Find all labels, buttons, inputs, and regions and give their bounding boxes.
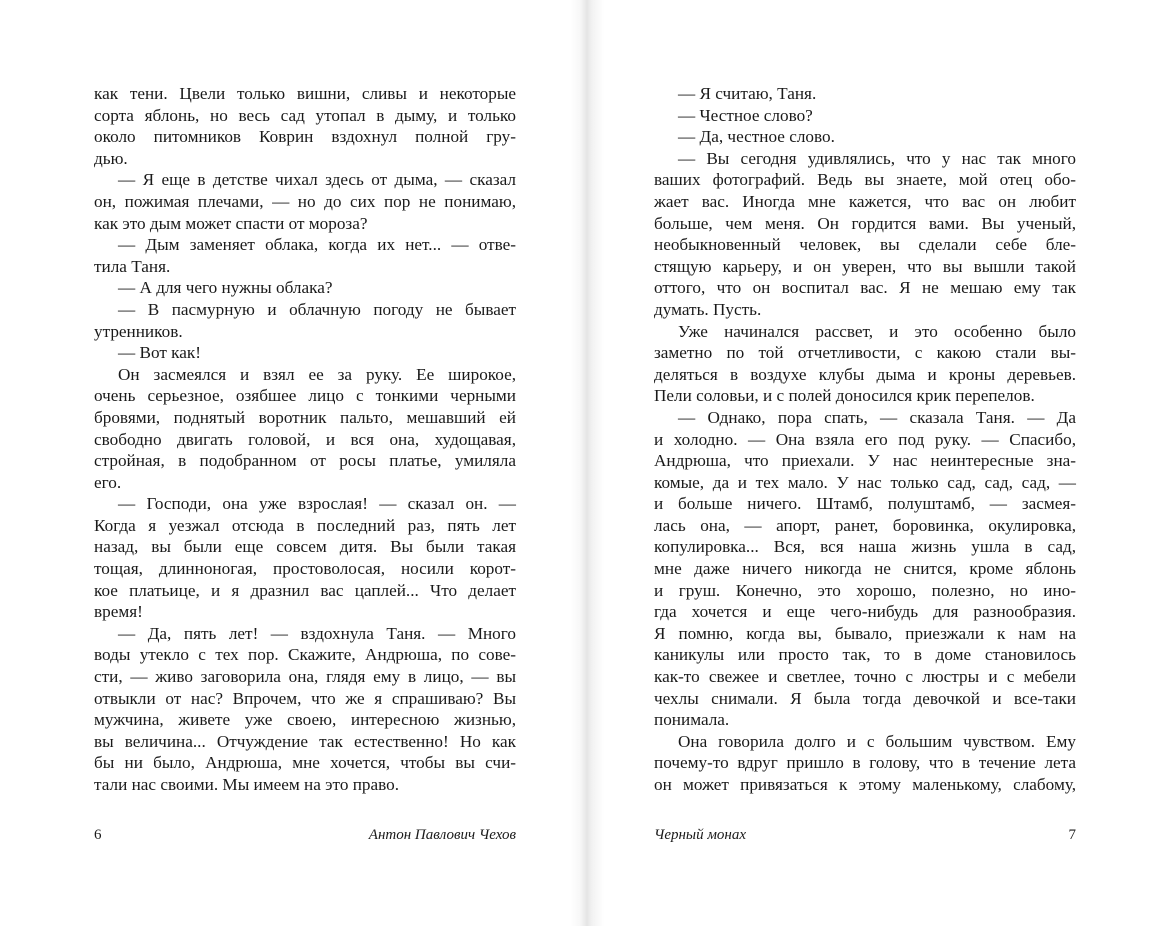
text-line: — Вы сегодня удивлялись, что у нас так много [678, 148, 1076, 168]
text-line: вы величина... Отчуждение так естественно! Но как [94, 731, 516, 751]
text-line: заметно по той отчетливости, с какою стали вы- [654, 343, 1076, 363]
text-line: больше, чем меня. Он гордится вами. Вы ученый, [654, 213, 1076, 233]
text-line: мне даже ничего никогда не снится, кроме яблонь [654, 559, 1076, 579]
text-line: очень серьезное, озябшее лицо с тонкими черными [94, 386, 516, 406]
text-line: тила Таня. [94, 256, 171, 276]
text-line: почему-то вдруг пришло в голову, что в течение лета [654, 753, 1076, 773]
text-line: свободно двигать головой, и вся она, худощавая, [94, 429, 516, 449]
text-line: назад, вы были еще совсем дитя. Вы были такая [94, 537, 516, 557]
text-line: и груш. Конечно, это хорошо, полезно, но ино- [654, 580, 1076, 600]
text-line: тощая, длинноногая, простоволосая, носили корот- [94, 559, 516, 579]
text-line: стящую карьеру, и он уверен, что вы вышли такой [654, 256, 1076, 276]
left-page-text [94, 83, 516, 796]
text-line: тали нас своими. Мы имеем на это право. [94, 775, 400, 794]
right-page-footer [654, 824, 1076, 846]
text-line: и холодно. — Она взяла его под руку. — Спасибо, [654, 429, 1076, 449]
text-line: — Господи, она уже взрослая! — сказал он. — [118, 494, 516, 514]
text-line: — Я считаю, Таня. [678, 84, 817, 103]
text-line: оттого, что он воспитал вас. Я не мешаю ему так [654, 278, 1076, 298]
text-line: деляться в воздухе клубы дыма и кроны деревьев. [654, 364, 1076, 384]
text-line: как тени. Цвели только вишни, сливы и некоторые [94, 84, 516, 103]
text-line: мужчина, живете уже своею, интересною жизнью, [94, 710, 516, 730]
text-line: стройная, в подобранном от росы платье, умиляла [94, 451, 516, 471]
text-line: — Да, честное слово. [678, 127, 835, 147]
left-page [0, 0, 585, 926]
text-line: — А для чего нужны облака? [118, 278, 333, 298]
text-line: чехлы снимали. Я была тогда девочкой и все-таки [654, 688, 1076, 708]
text-line: жает вас. Иногда мне кажется, что вас он любит [654, 191, 1076, 211]
text-line: бы ни было, Андрюша, мне хочется, чтобы вы счи- [94, 753, 516, 773]
text-line: копулировка... Вся, вся наша жизнь ушла в сад, [654, 537, 1076, 557]
text-line: сти, — живо заговорила она, глядя ему в лицо, — вы [94, 667, 516, 687]
text-line: бровями, поднятый воротник пальто, мешавший ей [94, 407, 516, 427]
text-line: — Да, пять лет! — вздохнула Таня. — Много [118, 623, 516, 643]
right-page-text [654, 83, 1076, 796]
left-page-footer [94, 824, 516, 846]
text-line: как это дым может спасти от мороза? [94, 213, 368, 233]
right-page [585, 0, 1171, 926]
text-line: лась она, — апорт, ранет, боровинка, окулировка, [654, 515, 1076, 535]
text-line: гда хочется и еще чего-нибудь для разнообразия. [654, 602, 1076, 622]
text-line: дью. [94, 148, 128, 168]
text-line: воды утекло с тех пор. Скажите, Андрюша, по сове- [94, 645, 516, 665]
text-line: каникулы или просто так, то в доме становилось [654, 645, 1076, 665]
right-running-head-title: Черный монах [654, 827, 747, 843]
text-line: — Я еще в детстве чихал здесь от дыма, — сказал [118, 170, 516, 190]
text-line: сорта яблонь, но весь сад утопал в дыму, и только [94, 105, 516, 125]
right-page-number: 7 [1068, 827, 1076, 843]
text-line: Андрюша, что приехали. У нас неинтересные зна- [654, 451, 1076, 471]
text-line: отвыкли от нас? Впрочем, что же я спрашиваю? Вы [94, 688, 516, 708]
text-line: Он засмеялся и взял ее за руку. Ее широкое, [118, 364, 516, 384]
text-line: время! [94, 602, 143, 622]
text-line: — Дым заменяет облака, когда их нет... — отве- [118, 235, 516, 255]
text-line: Когда я уезжал отсюда в последний раз, пять лет [94, 515, 516, 535]
text-line: Пели соловьи, и с полей доносился крик перепелов. [654, 386, 1035, 406]
left-page-number: 6 [94, 827, 102, 843]
text-line: он, пожимая плечами, — но до сих пор не понимаю, [94, 191, 516, 211]
text-line: комые, да и тех мало. У нас только сад, сад, сад, — [654, 472, 1076, 492]
text-line: около питомников Коврин вздохнул полной гру- [94, 127, 516, 147]
text-line: и больше ничего. Штамб, полуштамб, — засмея- [654, 494, 1076, 514]
text-line: думать. Пусть. [654, 299, 762, 319]
text-line: необыкновенный человек, вы сделали себе бле- [654, 235, 1076, 255]
text-line: — Честное слово? [678, 105, 813, 125]
text-line: — Вот как! [118, 343, 201, 363]
text-line: Она говорила долго и с большим чувством. Ему [678, 731, 1076, 751]
text-line: Я помню, когда вы, бывало, приезжали к нам на [654, 623, 1076, 643]
text-line: его. [94, 472, 122, 492]
left-running-head-author: Антон Павлович Чехов [368, 827, 516, 843]
text-line: — В пасмурную и облачную погоду не бывает [118, 299, 516, 319]
text-line: кое платьице, и я дразнил вас цаплей... Что делает [94, 580, 516, 600]
text-line: Уже начинался рассвет, и это особенно было [678, 321, 1076, 341]
text-line: — Однако, пора спать, — сказала Таня. — Да [678, 407, 1076, 427]
text-line: ваших фотографий. Ведь вы знаете, мой отец обо- [654, 170, 1076, 190]
text-line: понимала. [654, 710, 730, 730]
text-line: он может привязаться к этому маленькому, слабому, [654, 775, 1076, 794]
text-line: как-то свежее и светлее, точно с люстры и с мебели [654, 667, 1076, 687]
text-line: утренников. [94, 321, 183, 341]
